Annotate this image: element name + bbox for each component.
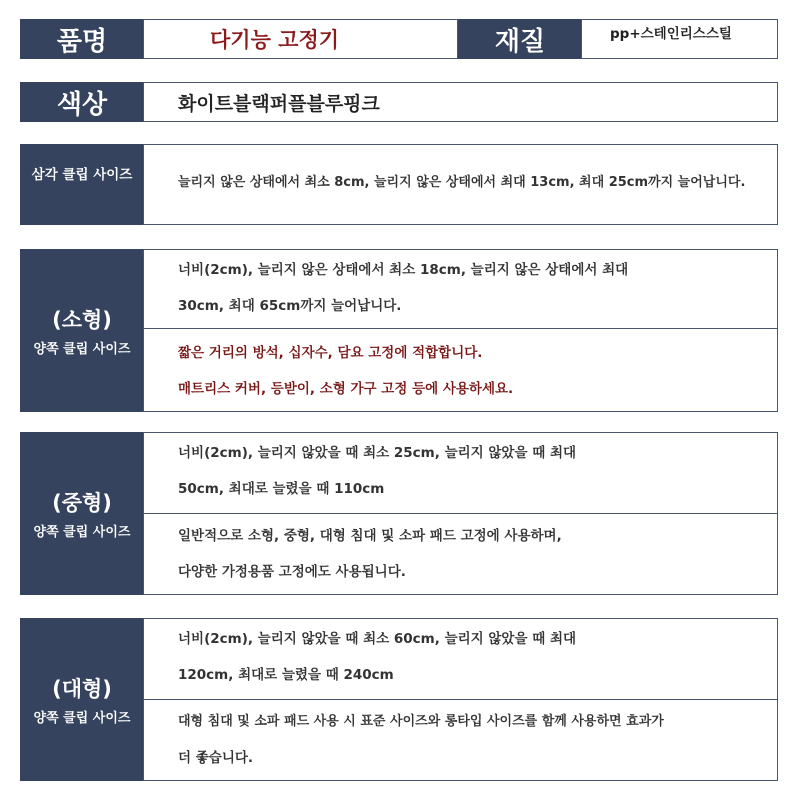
small-use-line1: 짧은 거리의 방석, 십자수, 담요 고정에 적합합니다. [178, 345, 483, 361]
large-size-title: (대형) [52, 677, 112, 701]
small-size-title: (소형) [52, 308, 112, 332]
product-name-cell [143, 19, 458, 59]
large-content-cell [143, 618, 778, 781]
medium-divider [144, 513, 777, 514]
medium-size-subtitle: 양쪽 클립 사이즈 [33, 525, 131, 540]
triangle-clip-label-cell [20, 144, 144, 225]
color-cell [143, 82, 778, 122]
medium-label-cell [20, 432, 144, 595]
large-label-cell [20, 618, 144, 781]
small-size-subtitle: 양쪽 클립 사이즈 [33, 342, 131, 357]
triangle-clip-label: 삼각 클립 사이즈 [31, 166, 133, 183]
small-size-line1: 너비(2cm), 늘리지 않은 상태에서 최소 18cm, 늘리지 않은 상태에서 최대 [178, 262, 629, 278]
triangle-clip-cell [143, 144, 778, 225]
small-use-line2: 매트리스 커버, 등받이, 소형 가구 고정 등에 사용하세요. [178, 381, 514, 397]
medium-use-line2: 다양한 가정용품 고정에도 사용됩니다. [178, 564, 406, 580]
large-size-subtitle: 양쪽 클립 사이즈 [33, 711, 131, 726]
small-label-cell [20, 249, 144, 412]
medium-size-title: (중형) [52, 491, 112, 515]
large-use-line2: 더 좋습니다. [178, 750, 254, 766]
large-size-line2: 120cm, 최대로 늘렸을 때 240cm [178, 667, 394, 683]
product-name-label: 품명 [20, 19, 144, 59]
large-use-line1: 대형 침대 및 소파 패드 사용 시 표준 사이즈와 롱타입 사이즈를 함께 사용하면 효과가 [178, 714, 664, 729]
small-content-cell [143, 249, 778, 412]
material-cell [581, 19, 778, 59]
material-label: 재질 [458, 19, 582, 59]
medium-use-line1: 일반적으로 소형, 중형, 대형 침대 및 소파 패드 고정에 사용하며, [178, 528, 562, 544]
color-value: 화이트블랙퍼플블루핑크 [178, 92, 380, 115]
color-label: 색상 [20, 82, 144, 122]
large-size-line1: 너비(2cm), 늘리지 않았을 때 최소 60cm, 늘리지 않았을 때 최대 [178, 631, 577, 647]
small-size-line2: 30cm, 최대 65cm까지 늘어납니다. [178, 298, 402, 314]
triangle-clip-text: 늘리지 않은 상태에서 최소 8cm, 늘리지 않은 상태에서 최대 13cm, 최대 25cm까지 늘어납니다. [178, 175, 746, 190]
medium-size-line2: 50cm, 최대로 늘렸을 때 110cm [178, 481, 385, 497]
small-divider [144, 328, 777, 329]
product-name-value: 다기능 고정기 [210, 28, 340, 52]
material-value: pp+스테인리스스틸 [610, 26, 732, 42]
medium-content-cell [143, 432, 778, 595]
large-divider [144, 699, 777, 700]
medium-size-line1: 너비(2cm), 늘리지 않았을 때 최소 25cm, 늘리지 않았을 때 최대 [178, 445, 577, 461]
